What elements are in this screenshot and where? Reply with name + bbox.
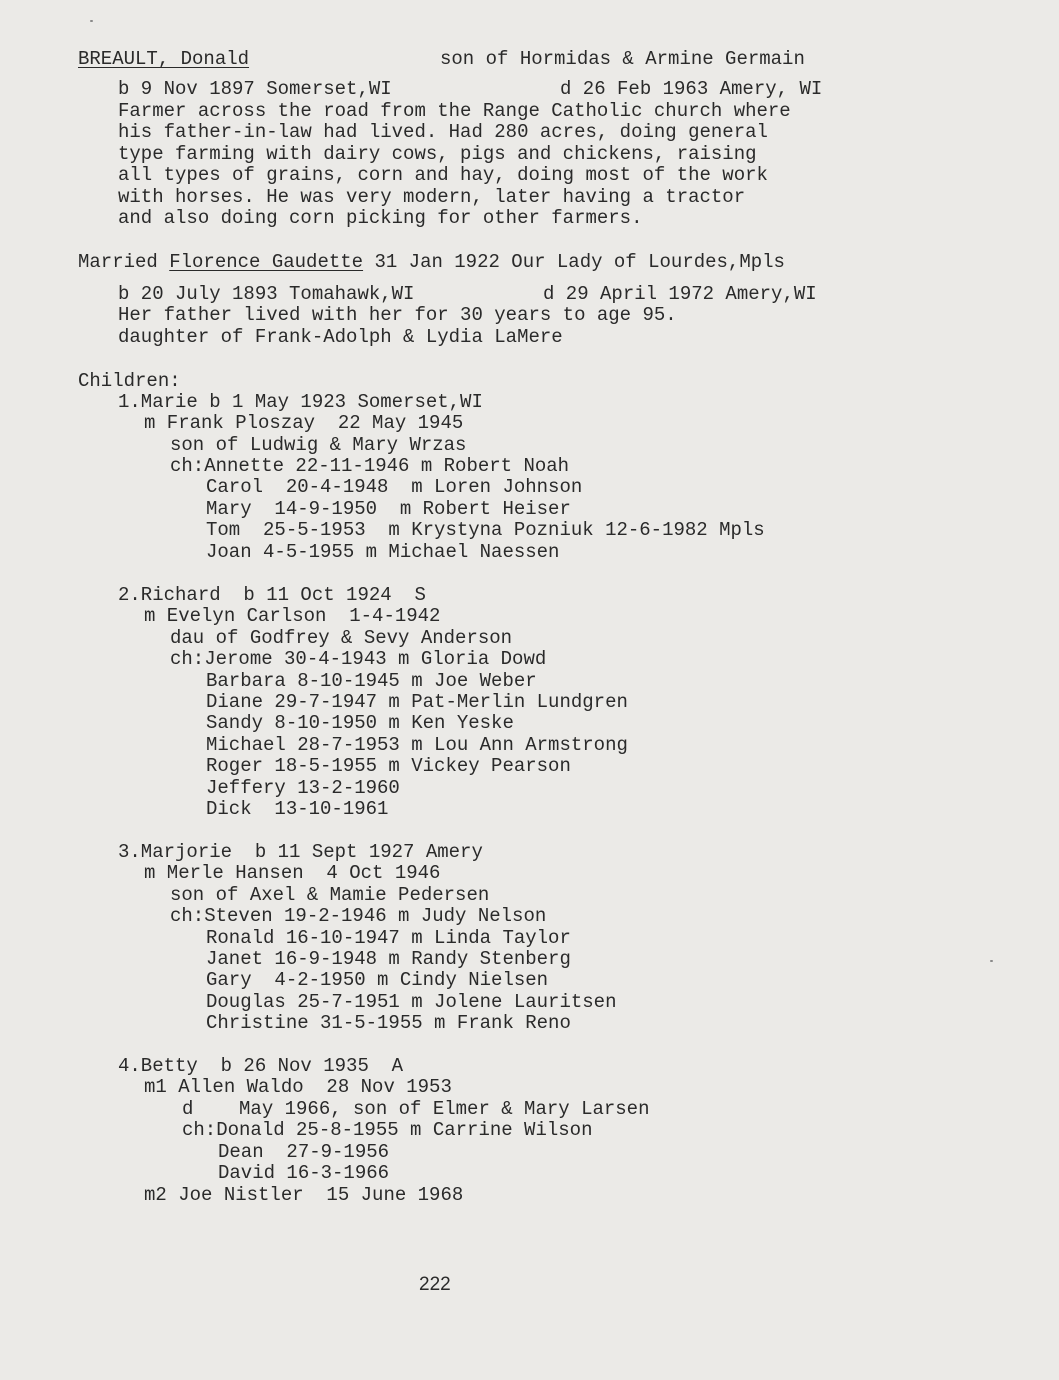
children-heading: Children: bbox=[78, 370, 181, 392]
child-line: 1.Marie b 1 May 1923 Somerset,WI bbox=[118, 391, 483, 413]
child-line: m Frank Ploszay 22 May 1945 bbox=[144, 412, 464, 434]
child-line: Diane 29-7-1947 m Pat-Merlin Lundgren bbox=[206, 691, 628, 713]
child-line: m Evelyn Carlson 1-4-1942 bbox=[144, 605, 441, 627]
bio-line: and also doing corn picking for other farmers. bbox=[118, 207, 643, 229]
child-line: Jeffery 13-2-1960 bbox=[206, 777, 400, 799]
child-line: Gary 4-2-1950 m Cindy Nielsen bbox=[206, 969, 549, 991]
child-line: Barbara 8-10-1945 m Joe Weber bbox=[206, 670, 537, 692]
subject-death: d 26 Feb 1963 Amery, WI bbox=[560, 78, 823, 100]
child-line: m1 Allen Waldo 28 Nov 1953 bbox=[144, 1076, 452, 1098]
subject-birth: b 9 Nov 1897 Somerset,WI bbox=[118, 78, 392, 100]
child-line: David 16-3-1966 bbox=[218, 1162, 390, 1184]
child-line: Roger 18-5-1955 m Vickey Pearson bbox=[206, 755, 571, 777]
page-number: 222 bbox=[419, 1274, 451, 1295]
child-line: Dean 27-9-1956 bbox=[218, 1141, 390, 1163]
child-line: m Merle Hansen 4 Oct 1946 bbox=[144, 862, 441, 884]
child-line: son of Ludwig & Mary Wrzas bbox=[170, 434, 467, 456]
child-line: son of Axel & Mamie Pedersen bbox=[170, 884, 490, 906]
child-line: Joan 4-5-1955 m Michael Naessen bbox=[206, 541, 560, 563]
child-line: ch:Jerome 30-4-1943 m Gloria Dowd bbox=[170, 648, 547, 670]
child-line: m2 Joe Nistler 15 June 1968 bbox=[144, 1184, 464, 1206]
child-line: ch:Steven 19-2-1946 m Judy Nelson bbox=[170, 905, 547, 927]
marriage-prefix: Married bbox=[78, 251, 170, 273]
child-line: Ronald 16-10-1947 m Linda Taylor bbox=[206, 927, 571, 949]
bio-line: with horses. He was very modern, later having a tractor bbox=[118, 186, 746, 208]
child-line: 4.Betty b 26 Nov 1935 A bbox=[118, 1055, 404, 1077]
spouse-note: Her father lived with her for 30 years to age 95. bbox=[118, 304, 677, 326]
spouse-name: Florence Gaudette bbox=[169, 251, 364, 273]
bio-line: his father-in-law had lived. Had 280 acres, doing general bbox=[118, 121, 768, 143]
subject-parents: son of Hormidas & Armine Germain bbox=[440, 48, 805, 70]
child-line: Douglas 25-7-1951 m Jolene Lauritsen bbox=[206, 991, 617, 1013]
spouse-death: d 29 April 1972 Amery,WI bbox=[543, 283, 817, 305]
child-line: Janet 16-9-1948 m Randy Stenberg bbox=[206, 948, 571, 970]
child-line: Mary 14-9-1950 m Robert Heiser bbox=[206, 498, 571, 520]
marriage-line bbox=[78, 251, 785, 273]
child-line: Michael 28-7-1953 m Lou Ann Armstrong bbox=[206, 734, 628, 756]
bio-line: all types of grains, corn and hay, doing most of the work bbox=[118, 164, 768, 186]
child-line: Sandy 8-10-1950 m Ken Yeske bbox=[206, 712, 514, 734]
bio-line: type farming with dairy cows, pigs and chickens, raising bbox=[118, 143, 757, 165]
child-line: 2.Richard b 11 Oct 1924 S bbox=[118, 584, 426, 606]
child-line: Dick 13-10-1961 bbox=[206, 798, 389, 820]
bio-line: Farmer across the road from the Range Catholic church where bbox=[118, 100, 791, 122]
scan-speck bbox=[990, 960, 993, 962]
child-line: Tom 25-5-1953 m Krystyna Pozniuk 12-6-1982 Mpls bbox=[206, 519, 765, 541]
child-line: ch:Donald 25-8-1955 m Carrine Wilson bbox=[182, 1119, 593, 1141]
child-line: Carol 20-4-1948 m Loren Johnson bbox=[206, 476, 583, 498]
child-line: ch:Annette 22-11-1946 m Robert Noah bbox=[170, 455, 570, 477]
subject-name: BREAULT, Donald bbox=[78, 48, 250, 70]
spouse-note: daughter of Frank-Adolph & Lydia LaMere bbox=[118, 326, 563, 348]
child-line: d May 1966, son of Elmer & Mary Larsen bbox=[182, 1098, 650, 1120]
child-line: Christine 31-5-1955 m Frank Reno bbox=[206, 1012, 571, 1034]
marriage-details: 31 Jan 1922 Our Lady of Lourdes,Mpls bbox=[363, 251, 785, 273]
child-line: 3.Marjorie b 11 Sept 1927 Amery bbox=[118, 841, 483, 863]
child-line: dau of Godfrey & Sevy Anderson bbox=[170, 627, 513, 649]
spouse-birth: b 20 July 1893 Tomahawk,WI bbox=[118, 283, 415, 305]
scan-speck bbox=[90, 20, 93, 22]
